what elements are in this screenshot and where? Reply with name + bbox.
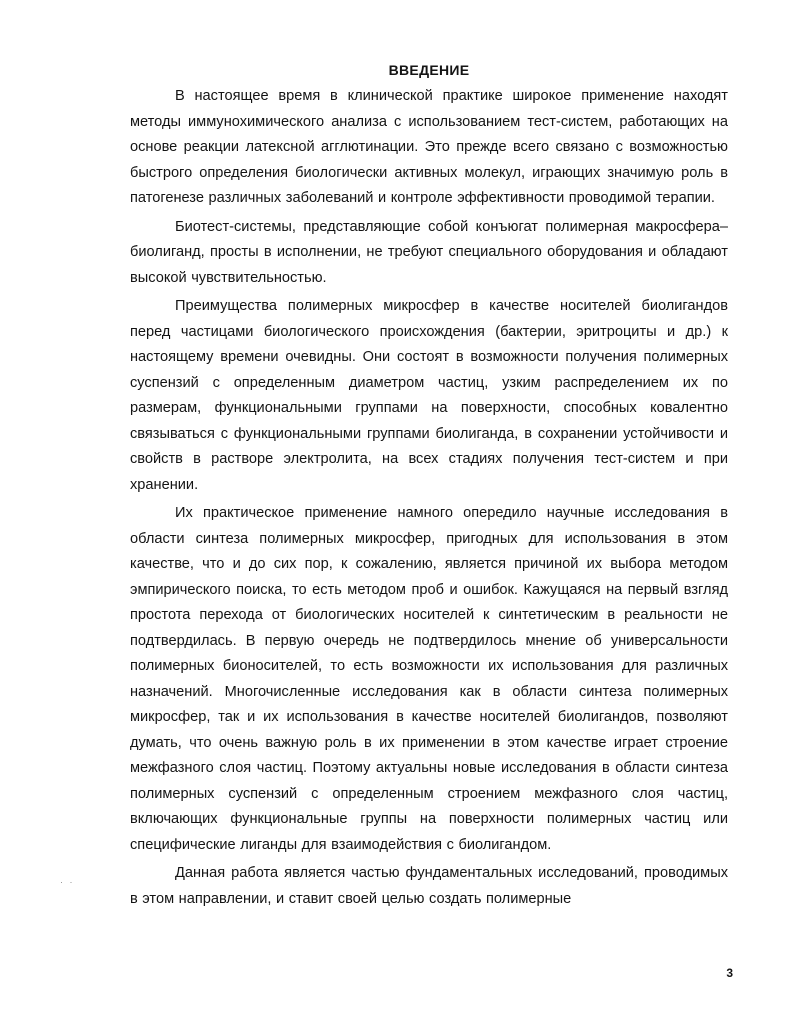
paragraph-2: Биотест-системы, представляющие собой конъюгат полимерная макросфера–биолиганд, просты в исполнении, не требуют специального оборудования и обладают высокой чувствительностью. — [130, 218, 728, 286]
page-title: ВВЕДЕНИЕ — [388, 62, 470, 78]
scan-speck-decoration: · · — [60, 877, 75, 887]
body-text — [130, 84, 728, 915]
paragraph-5: Данная работа является частью фундаментальных исследований, проводимых в этом направлении, и ставит своей целью создать полимерные — [130, 865, 728, 907]
page-number: 3 — [726, 966, 733, 980]
paragraph-3: Преимущества полимерных микросфер в качестве носителей биолигандов перед частицами биологического происхождения (бактерии, эритроциты и др.) к настоящему времени очевидны. Они состоят в возможности получения полимерных суспензий с определенным диаметром частиц, узким распределением их по размерам, функциональными группами на поверхности, способных ковалентно связываться с функциональными группами биолиганда, в сохранении устойчивости и свойств в растворе электролита, на всех стадиях получения тест-систем и при хранении. — [130, 298, 728, 493]
paragraph-1: В настоящее время в клинической практике широкое применение находят методы иммунохимического анализа с использованием тест-систем, работающих на основе реакции латексной агглютинации. Это прежде всего связано с возможностью быстрого определения биологически активных молекул, играющих значимую роль в патогенезе различных заболеваний и контроле эффективности проводимой терапии. — [130, 88, 728, 206]
paragraph-4: Их практическое применение намного опередило научные исследования в области синтеза полимерных микросфер, пригодных для использования в этом качестве, что и до сих пор, к сожалению, является причиной их выбора методом эмпирического поиска, то есть методом проб и ошибок. Кажущаяся на первый взгляд простота перехода от биологических носителей к синтетическим в реальности не подтвердилась. В первую очередь не подтвердилось мнение об универсальности полимерных бионосителей, то есть возможности их использования для различных назначений. Многочисленные исследования как в области синтеза полимерных микросфер, так и их использования в качестве носителей биолигандов, позволяют думать, что очень важную роль в их применении в этом качестве играет строение межфазного слоя частиц. Поэтому актуальны новые исследования в области синтеза полимерных суспензий с определенным строением межфазного слоя частиц, включающих функциональные группы на поверхности полимерных частиц или специфические лиганды для взаимодействия с биолигандом. — [130, 505, 728, 853]
